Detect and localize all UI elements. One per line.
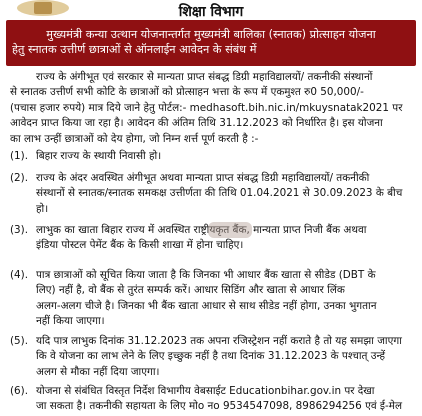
intro-line: आवेदन प्राप्त किया जा रहा है। आवेदन की अंतिम तिथि 31.12.2023 को निर्धारित है। इस योजना <box>10 117 383 130</box>
condition-number: (2). <box>10 172 29 184</box>
condition-number: (1). <box>10 150 29 162</box>
condition-line: लाभुक का खाता बिहार राज्य में अवस्थित राष्ट्रीयकृत बैंक, मान्यता प्राप्त निजी बैंक अथवा <box>36 224 367 236</box>
condition-line: राज्य के अंदर अवस्थित अंगीभूत अथवा मान्यता प्राप्त संबद्ध डिग्री महाविद्यालयों/ तकनीकी <box>36 172 370 184</box>
condition-line: संस्थानों से स्नातक/स्नातक समकक्ष उत्तीर्णता की तिथि 01.04.2021 से 30.09.2023 के बीच <box>36 187 403 200</box>
condition-line: पात्र छात्राओं को सूचित किया जाता है कि जिनका भी आधार बैंक खाता से सीडेड (DBT के <box>36 269 376 281</box>
condition-line: अलग से मौका नहीं दिया जाएगा। <box>36 365 160 378</box>
condition-number: (4). <box>10 269 29 281</box>
intro-line: से स्नातक उत्तीर्ण सभी कोटि के छात्राओं को प्रोत्साहन भत्ता के रूप में एकमुश्त रु0 50,000/- <box>10 86 364 99</box>
condition-number: (5). <box>10 335 29 347</box>
condition-line: कि वे योजना का लाभ लेने के लिए इच्छुक नहीं है तथा दिनांक 31.12.2023 के पश्चात् उन्हें <box>36 350 386 363</box>
banner-line-2: हेतु स्नातक उत्तीर्ण छात्राओं से ऑनलाईन आवेदन के संबंध में <box>12 43 257 56</box>
condition-line: बिहार राज्य के स्थायी निवासी हो। <box>36 150 162 162</box>
intro-paragraph <box>0 70 422 147</box>
condition-number: (6). <box>10 385 29 397</box>
notice-banner <box>6 20 416 66</box>
condition-number: (3). <box>10 224 29 236</box>
condition-line: इंडिया पोस्टल पेमेंट बैंक के किसी शाखा में होना चाहिए। <box>36 239 244 252</box>
blur-overlay <box>208 222 252 238</box>
condition-line: जा सकता है। तकनीकी सहायता के लिए मोo नo 9534547098, 8986294256 एवं ई-मेल <box>36 400 403 413</box>
intro-line: राज्य के अंगीभूत एवं सरकार से मान्यता प्राप्त संबद्ध डिग्री महाविद्यालयों/ तकनीकी संस्थानों <box>36 71 373 83</box>
page-title: शिक्षा विभाग <box>178 4 244 20</box>
condition-line: लिए) नहीं है, वो बैंक से तुरंत सम्पर्क करें। आधार सिडिंग और खाता से आधार लिंक <box>36 284 345 297</box>
intro-line: का लाभ उन्हीं छात्राओं को देय होगा, जो निम्न शर्त्त पूर्ण करती है :- <box>10 132 259 145</box>
intro-line: (पचास हजार रुपये) मात्र दिये जाने हेतु पोर्टल:- medhasoft.bih.nic.in/mkuysnatak2021 पर <box>10 101 403 114</box>
condition-line: नहीं किया जाएगा। <box>36 315 105 328</box>
condition-line: यदि पात्र लाभुक दिनांक 31.12.2023 तक अपना रजिस्ट्रेशन नहीं कराते है तो यह समझा जाएगा <box>36 335 402 347</box>
banner-line-1: मुख्यमंत्री कन्या उत्थान योजनान्तर्गत मुख्यमंत्री बालिका (स्नातक) प्रोत्साहन योजना <box>46 28 376 41</box>
condition-line: योजना से संबंधित विस्तृत निर्देश विभागीय वेबसाईट Educationbihar.gov.in पर देखा <box>36 385 375 397</box>
condition-line: हो। <box>36 202 49 215</box>
condition-line: अलग-अलग चीजे है। जिनका भी बैंक खाता आधार से साथ सीडेड नहीं होगा, उनका भुगतान <box>36 299 377 312</box>
